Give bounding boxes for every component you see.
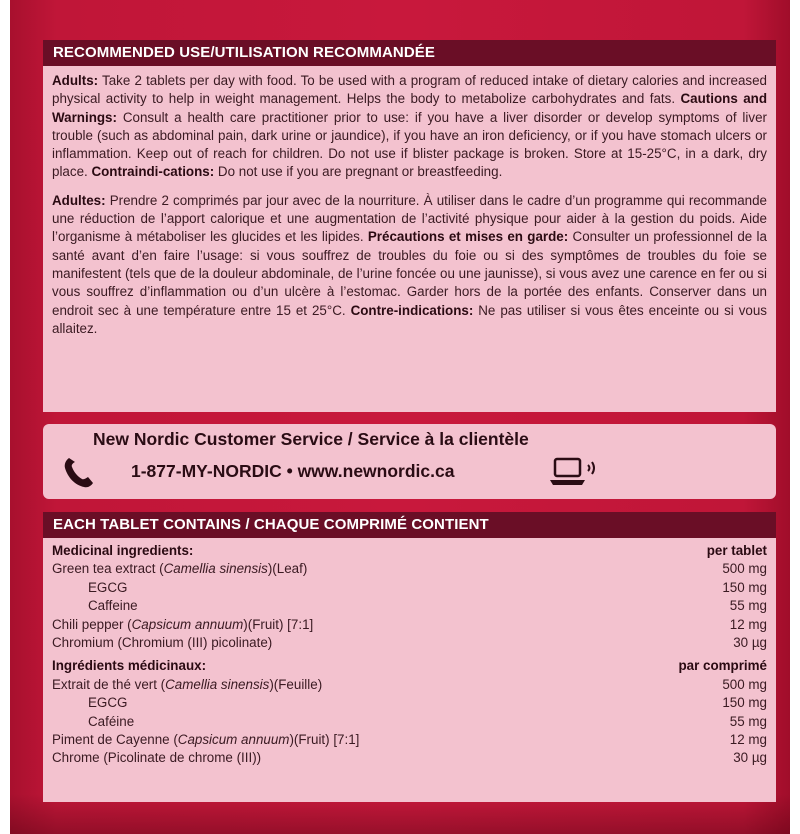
table-row [52,634,767,652]
ingredient-amount: 55 mg [729,713,767,729]
ingredients-header: EACH TABLET CONTAINS / CHAQUE COMPRIMÉ CONTIENT [43,512,776,538]
customer-service-title: New Nordic Customer Service / Service à la clientèle [93,429,529,449]
ingredient-name: Chili pepper ( [52,616,132,632]
recommended-use-panel [43,40,776,412]
ingredients-panel [43,512,776,802]
ingredient-part: )(Fruit) [7:1] [289,731,360,747]
table-row [52,676,767,694]
ingredient-part: )(Feuille) [269,676,323,692]
contraindications-label: Contraindi-cations: [91,164,215,180]
ingredients-medicinaux-heading: Ingrédients médicinaux: [52,658,207,674]
medicinal-ingredients-heading: Medicinal ingredients: [52,543,194,558]
table-row [52,731,767,749]
ingredient-latin: Capsicum annuum [177,731,290,747]
ingredient-amount: 150 mg [722,695,767,711]
table-row [52,616,767,634]
table-row [52,713,767,731]
french-directions [52,192,767,338]
english-directions [52,72,767,182]
adultes-label: Adultes: [52,192,106,208]
recommended-use-header: RECOMMENDED USE/UTILISATION RECOMMANDÉE [43,40,776,66]
table-row [52,694,767,712]
par-comprime-heading: par comprimé [678,658,767,674]
ingredient-name: Piment de Cayenne ( [52,731,178,747]
product-box-back [10,0,790,834]
contraindications-text: Do not use if you are pregnant or breastfeeding. [214,164,503,180]
ingredient-amount: 30 µg [733,634,767,650]
ingredient-name: Caféine [88,713,135,729]
ingredient-latin: Camellia sinensis [163,561,268,577]
ingredient-name: EGCG [88,579,128,595]
phone-icon [61,454,97,490]
ingredient-amount: 500 mg [722,561,767,577]
cautions-label: Cautions and Warnings: [52,91,767,125]
adults-text: Take 2 tablets per day with food. To be used with a program of reduced intake of dietary calories and increased physical activity to help in weight management. Helps the body to metabolize carbohydrates and fats. [52,73,767,107]
ingredient-name: Chrome (Picolinate de chrome (III)) [52,750,262,766]
table-row [52,597,767,615]
cautions-text: Consult a health care practitioner prior to use: if you have a liver disorder or develop symptoms of liver trouble (such as abdominal pain, dark urine or jaundice), if you have an iron deficiency, or if you have stomach ulcers or inflammation. Keep out of reach for children. Do not use if blister package is broken. Store at 15-25°C, in a dark, dry place. [52,109,767,180]
adultes-text: Prendre 2 comprimés par jour avec de la nourriture. À utiliser dans le cadre d’un programme qui recommande une réduction de l’apport calorique et une augmentation de l’activité physique pour aider à la gestion du poids. Aide l’organisme à métaboliser les glucides et les lipides. [52,192,767,245]
table-row [52,579,767,597]
precautions-text: Consulter un professionnel de la santé avant d’en faire l’usage: si vous souffrez de troubles du foie ou si des symptômes de troubles du foie se manifestent (tels que de la douleur abdominale, de l’urine foncée ou une jaunisse), si vous avez une carence en fer ou si vous souffrez d’inflammation ou d’un ulcère à l’estomac. Garder hors de la portée des enfants. Conserver dans un endroit sec à une température entre 15 et 25°C. [52,229,767,318]
ingredient-name: Extrait de thé vert ( [52,676,166,692]
ingredient-amount: 30 µg [733,750,767,766]
table-row [52,749,767,767]
table-row [52,560,767,578]
ingredient-amount: 500 mg [722,676,767,692]
contre-indications-label: Contre-indications: [350,302,474,318]
adults-label: Adults: [52,73,99,88]
ingredient-latin: Camellia sinensis [165,676,270,692]
ingredient-latin: Capsicum annuum [131,616,244,632]
ingredient-amount: 150 mg [722,579,767,595]
ingredient-amount: 12 mg [729,731,767,747]
ingredient-name: Caffeine [88,598,138,614]
precautions-label: Précautions et mises en garde: [367,229,569,245]
ingredient-part: )(Fruit) [7:1] [243,616,314,632]
ingredient-name: Green tea extract ( [52,561,164,577]
recommended-use-body [43,66,776,338]
customer-service-panel [43,424,776,499]
ingredient-name: Chromium (Chromium (III) picolinate) [52,634,273,650]
ingredient-amount: 12 mg [729,616,767,632]
ingredient-name: EGCG [88,695,128,711]
table-row [52,657,767,675]
laptop-icon [549,456,597,488]
ingredients-table [43,538,776,768]
contre-indications-text: Ne pas utiliser si vous êtes enceinte ou si vous allaitez. [52,302,767,336]
per-tablet-heading: per tablet [706,543,767,558]
ingredient-amount: 55 mg [729,598,767,614]
ingredient-part: )(Leaf) [267,561,308,577]
contact-line: 1-877-MY-NORDIC • www.newnordic.ca [131,461,455,481]
table-row [52,542,767,560]
